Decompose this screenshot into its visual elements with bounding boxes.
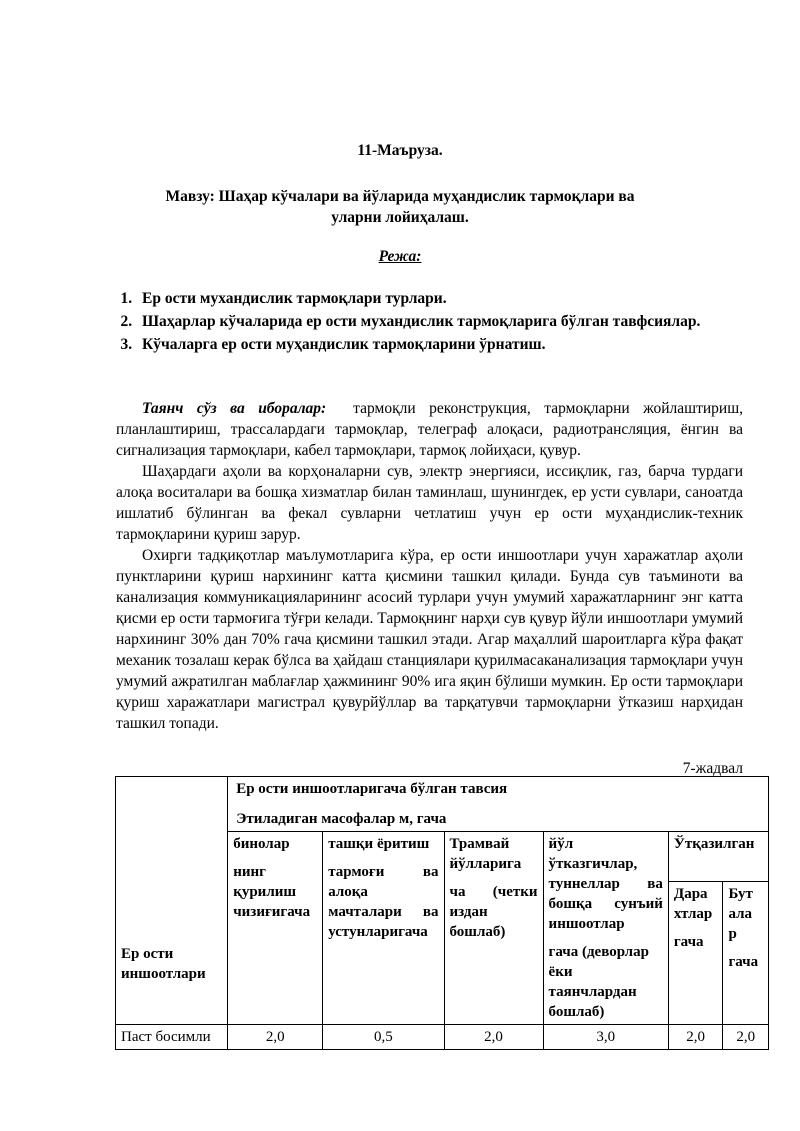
col-header-text: тармоғи ва алоқа мачталари ва устунларигача — [328, 864, 439, 940]
col-header-planted — [668, 832, 768, 882]
col-header-text: нинг қурилиш чизиғигача — [233, 864, 311, 920]
col-header-text: Ўтқазилган — [673, 836, 755, 852]
group-header-1: Ер ости иншоотларигача бўлган тавсия — [236, 781, 508, 797]
table-cell: 2,0 — [444, 1025, 543, 1050]
row-header: Ер ости иншоотлари — [121, 946, 206, 982]
plan-title: Режа: — [378, 248, 422, 265]
body-paragraph: Шаҳардаги аҳоли ва корҳоналарни сув, электр энергияси, иссиқлик, газ, барча турдаги алоқа воситалари ва бошқа хизматлар билан таминлаш, шунингдек, ер усти сувлари, саноатда ишлатиб бўлинган ва фекал сувларни четлатиш учун ер ости муҳандислик-техник тармоқларини қуриш зарур. — [116, 463, 743, 543]
col-header-text: гача — [673, 934, 704, 950]
col-header-text: Бут ала р — [728, 886, 753, 942]
col-header-tram — [444, 832, 543, 1025]
col-header-text: бинолар — [233, 836, 290, 852]
col-header-text: ташқи ёритиш — [328, 836, 430, 852]
group-header-2: Этиладиган масофалар м, гача — [236, 811, 447, 827]
row-name: Паст босимли — [116, 1025, 228, 1050]
topic-heading: Мавзу: Шаҳар кўчалари ва йўларида муҳандислик тармоқлари ва уларни лойиҳалаш. — [165, 188, 635, 226]
keywords-paragraph — [116, 398, 743, 461]
table-cell: 2,0 — [668, 1025, 723, 1050]
col-header-buildings — [228, 832, 323, 1025]
col-header-overpasses — [543, 832, 668, 1025]
body-paragraph: Охирги тадқиқотлар маълумотларига кўра, ер ости иншоотлари учун харажатлар аҳоли пунктларини қуриш нархининг катта қисмини ташкил қилади. Бунда сув таъминоти ва канализация коммуникацияларининг асосий турлари учун умумий харажатларнинг энг катта қисми ер ости тармоғига тўғри келади. Тармоқнинг нарҳи сув қувур йўли иншоотлари умумий нархининг 30% дан 70% гача қисмини ташкил этади. Агар маҳаллий шароитларга кўра фақат механик тозалаш керак бўлса ва ҳайдаш станциялари қурилмасаканализация тармоқлари учун умумий ажратилган маблағлар ҳажмининг 90% ига яқин бўлиши мумкин. Ер ости тармоқлари қуриш харажатлари магистрал қувурйўллар ва тарқатувчи тармоқларни ўтказиш нарҳидан ташкил топади. — [116, 547, 743, 732]
col-header-text: Трамвай йўлларига — [449, 836, 522, 872]
row-header-cell — [116, 777, 228, 1025]
distances-table — [115, 776, 769, 1050]
col-header-shrubs — [723, 882, 769, 1025]
col-header-trees — [668, 882, 723, 1025]
col-header-text: гача (деворлар ёки таянчлардан бошлаб) — [548, 944, 649, 1020]
col-header-text: гача — [728, 954, 759, 970]
table-cell: 3,0 — [543, 1025, 668, 1050]
plan-item: 3. Кўчаларга ер ости муҳандислик тармоқларини ўрнатиш. — [136, 334, 764, 355]
col-header-text: йўл ўтказгичлар, туннеллар ва бошқа сунъий иншоотлар — [548, 836, 663, 932]
col-header-lighting — [323, 832, 444, 1025]
keywords-text: тармоқли реконструкция, тармоқларни жойлаштириш, планлаштириш, трассалардаги тармоқлар, телеграф алоқаси, радиотрансляция, ёнгин ва сигнализация тармоқлари, кабел тармоқлари, тармоқ лойиҳаси, қувур. — [116, 400, 744, 459]
group-header-cell — [228, 777, 769, 832]
keywords-label: Таянч сўз ва иборалар: — [142, 400, 327, 417]
plan-list — [116, 288, 764, 357]
table-row — [116, 1025, 769, 1050]
plan-item: 1. Ер ости мухандислик тармоқлари турлари. — [136, 288, 764, 309]
col-header-text: ча (четки издан бошлаб) — [449, 884, 538, 940]
lecture-title: 11-Маъруза. — [357, 142, 443, 159]
plan-item: 2. Шаҳарлар кўчаларида ер ости мухандислик тармоқларига бўлган тавфсиялар. — [136, 311, 764, 332]
table-cell: 2,0 — [723, 1025, 769, 1050]
table-cell: 0,5 — [323, 1025, 444, 1050]
col-header-text: Дара хтлар — [673, 886, 713, 922]
table-caption: 7-жадвал — [682, 760, 743, 777]
table-cell: 2,0 — [228, 1025, 323, 1050]
